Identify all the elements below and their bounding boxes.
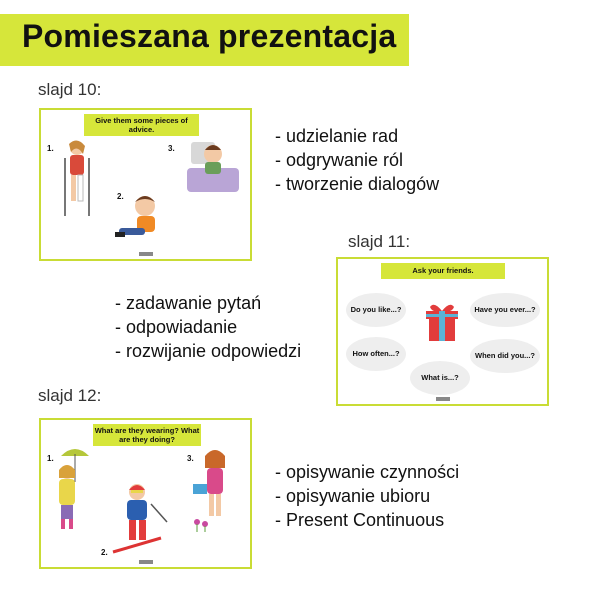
- bullet-item: - odgrywanie ról: [275, 150, 404, 170]
- bubble-what-is: What is...?: [410, 361, 470, 395]
- bullet-item: - Present Continuous: [275, 510, 445, 530]
- slide-10-thumbnail[interactable]: [39, 108, 252, 261]
- slide-11-heading: Ask your friends.: [381, 263, 505, 279]
- slide-12-heading: What are they wearing? What are they doing?: [94, 426, 200, 444]
- slide-12-logo: [139, 560, 153, 564]
- girl-watering-illustration: [191, 448, 245, 534]
- slide-10-num-2: 2.: [117, 192, 124, 201]
- bullet-item: - odpowiadanie: [115, 317, 238, 337]
- slide-12-thumbnail[interactable]: [39, 418, 252, 569]
- slide-10-num-1: 1.: [47, 144, 54, 153]
- bubble-do-you-like: Do you like...?: [346, 293, 406, 327]
- bullet-item: - opisywanie ubioru: [275, 486, 431, 506]
- gift-icon: [422, 301, 462, 345]
- boy-in-bed-illustration: [181, 138, 245, 200]
- page-title: Pomieszana prezentacja: [22, 18, 397, 54]
- slide-11-bullets: [115, 291, 301, 363]
- slide-12-bullets: [275, 460, 459, 532]
- slide-10-logo: [139, 252, 153, 256]
- boy-skiing-illustration: [111, 482, 171, 562]
- slide-10-heading: Give them some pieces of advice.: [84, 114, 199, 136]
- bubble-how-often: How often...?: [346, 337, 406, 371]
- slide-10-bullets: [275, 124, 439, 196]
- bullet-item: - rozwijanie odpowiedzi: [115, 341, 302, 361]
- girl-umbrella-illustration: [49, 448, 95, 534]
- bullet-item: - opisywanie czynności: [275, 462, 460, 482]
- bullet-item: - zadawanie pytań: [115, 293, 262, 313]
- slide-12-label: slajd 12:: [38, 386, 102, 405]
- slide-11-label: slajd 11:: [348, 232, 411, 251]
- girl-crutches-illustration: [59, 138, 99, 218]
- slide-12-num-2: 2.: [101, 548, 108, 557]
- slide-12-num-1: 1.: [47, 454, 54, 463]
- boy-sitting-illustration: [113, 194, 173, 250]
- slide-11-logo: [436, 397, 450, 401]
- bubble-have-you-ever: Have you ever...?: [470, 293, 540, 327]
- bullet-item: - tworzenie dialogów: [275, 174, 440, 194]
- slide-12-num-3: 3.: [187, 454, 194, 463]
- slide-10-label: slajd 10:: [38, 80, 102, 99]
- bubble-when-did-you: When did you...?: [470, 339, 540, 373]
- slide-10-num-3: 3.: [168, 144, 175, 153]
- bullet-item: - udzielanie rad: [275, 126, 399, 146]
- slide-11-thumbnail[interactable]: [336, 257, 549, 406]
